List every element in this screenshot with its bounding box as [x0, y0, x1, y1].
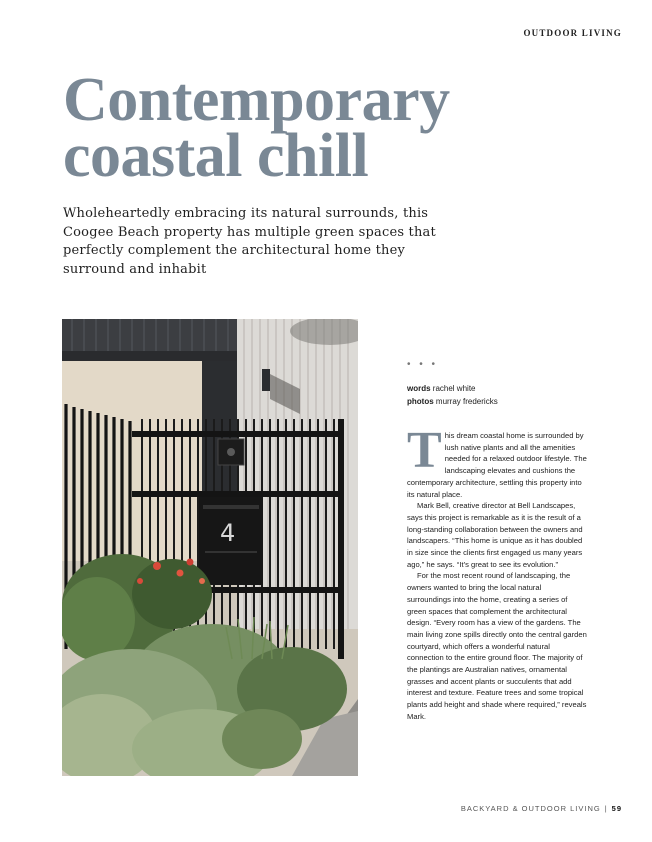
credit-words-label: words — [407, 384, 431, 393]
credit-photos-name: murray fredericks — [435, 396, 498, 406]
page-footer — [461, 804, 622, 813]
magazine-name: BACKYARD & OUTDOOR LIVING — [460, 804, 601, 813]
credit-words-name: rachel white — [432, 384, 476, 393]
drop-cap: T — [407, 422, 442, 479]
headline-line-1: Contemporary — [63, 66, 450, 134]
feature-photo — [62, 319, 358, 776]
body-paragraph-3: For the most recent round of landscaping, the owners wanted to bring the local natural surroundings into the home, creating a series of green spaces that complement the architectural design. “Every room has a view of the gardens. The main living zone spills directly onto the central garden courtyard, which offers a wonderful natural connection to the entire ground floor. The majority of the plantings are Australian natives, ornamental grasses and accent plants or succulents that add interest and texture. Feature trees and some tropical plants add height and shade where required,” reveals Mark. — [407, 571, 587, 721]
body-paragraph-2: Mark Bell, creative director at Bell Landscapes, says this project is remarkable as it is the result of a long-standing collaboration between the owners and landscapers. “This home is unique as it has doubled in size since the clients first engaged us many years ago,” he says. “It’s great to see its evolution.” — [407, 501, 583, 569]
headline — [63, 66, 450, 190]
ornament: • • • — [407, 359, 439, 370]
page-number: 59 — [611, 804, 622, 813]
body-paragraph-1-text: his dream coastal home is surrounded by lush native plants and all the amenities needed for a relaxed outdoor lifestyle. The landscaping elevates and cushions the contemporary architecture, settling this property into its natural place. — [407, 431, 587, 499]
section-label: OUTDOOR LIVING — [523, 28, 622, 38]
headline-line-2: coastal chill — [63, 122, 369, 190]
footer-separator: | — [604, 804, 608, 813]
house-number: 4 — [220, 519, 236, 547]
credit-words — [407, 383, 498, 396]
garden-gate-illustration — [62, 319, 358, 776]
credit-photos-label: photos — [407, 396, 434, 406]
article-body — [407, 422, 587, 723]
body-paragraph-1 — [407, 422, 587, 500]
credit-photos — [407, 396, 498, 409]
standfirst: Wholeheartedly embracing its natural surrounds, this Coogee Beach property has multiple green spaces that perfectly complement the architectural home they surround and inhabit — [63, 206, 436, 277]
credits — [407, 383, 498, 408]
